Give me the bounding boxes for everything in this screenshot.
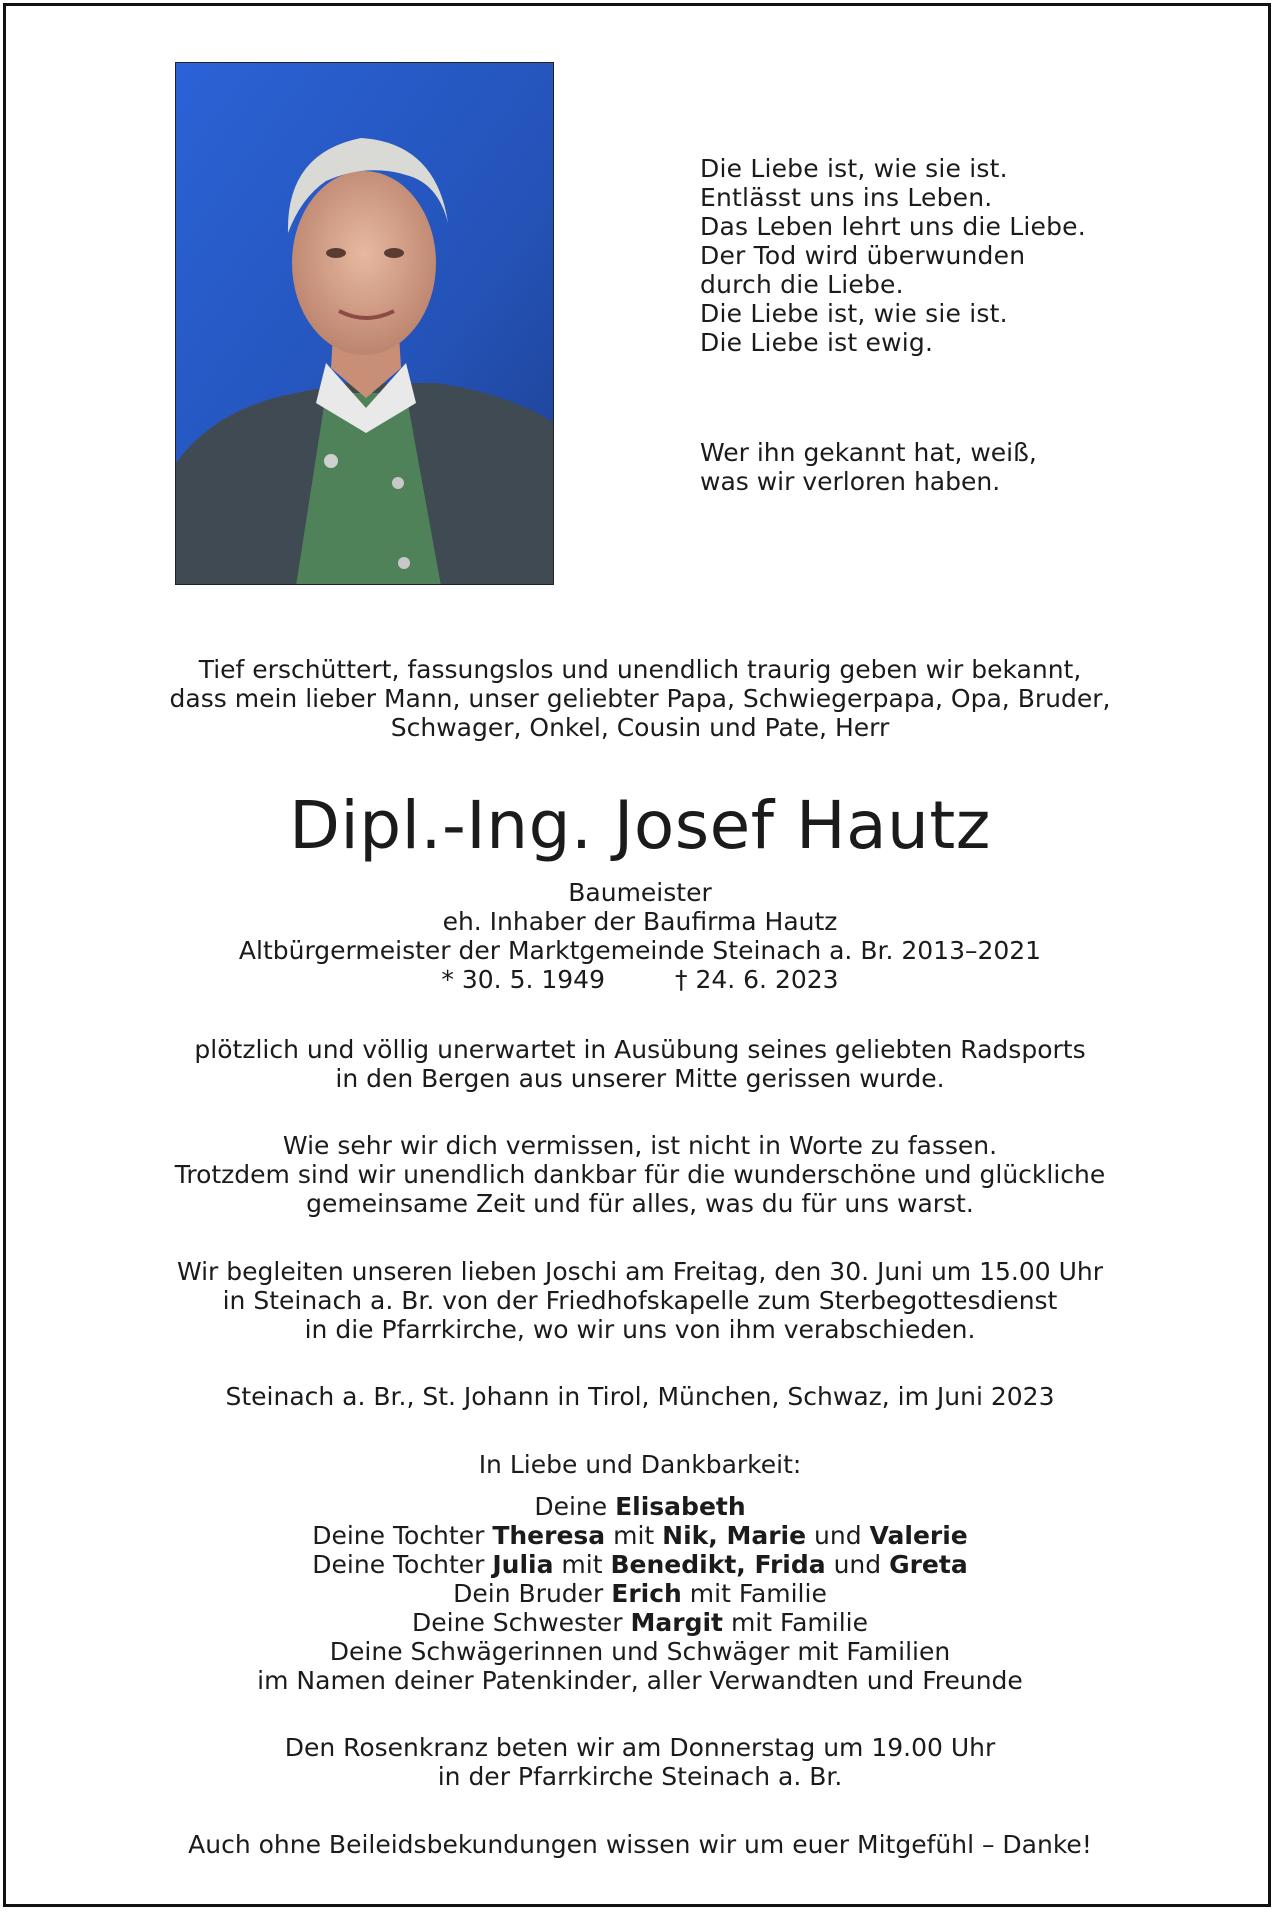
portrait-image bbox=[176, 63, 554, 585]
place-date: Steinach a. Br., St. Johann in Tirol, München, Schwaz, im Juni 2023 bbox=[225, 1382, 1055, 1411]
mourner-text: mit bbox=[553, 1550, 611, 1579]
mourner-name: Julia bbox=[492, 1550, 554, 1579]
poem-line: Entlässt uns ins Leben. bbox=[700, 183, 993, 212]
mourner-line bbox=[0, 1579, 1280, 1608]
mourner-text: Deine bbox=[534, 1492, 616, 1521]
mourner-text: Deine Tochter bbox=[312, 1521, 493, 1550]
poem-line: Die Liebe ist, wie sie ist. bbox=[700, 154, 1008, 183]
mourner-line bbox=[0, 1608, 1280, 1637]
life-dates bbox=[0, 965, 1280, 994]
passing-line: in den Bergen aus unserer Mitte gerissen wurde. bbox=[335, 1064, 945, 1093]
poem-line: Das Leben lehrt uns die Liebe. bbox=[700, 212, 1086, 241]
passing-line: plötzlich und völlig unerwartet in Ausübung seines geliebten Radsports bbox=[194, 1035, 1086, 1064]
death-date: † 24. 6. 2023 bbox=[675, 965, 839, 994]
funeral-text bbox=[0, 1257, 1280, 1344]
missing-line: gemeinsame Zeit und für alles, was du für uns warst. bbox=[306, 1189, 974, 1218]
title-line: eh. Inhaber der Baufirma Hautz bbox=[442, 907, 838, 936]
mourner-text: Dein Bruder bbox=[453, 1579, 612, 1608]
mourner-text: Deine Schwägerinnen und Schwäger mit Familien bbox=[329, 1637, 951, 1666]
deceased-name: Dipl.-Ing. Josef Hautz bbox=[289, 787, 991, 864]
mourner-text: mit Familie bbox=[681, 1579, 827, 1608]
mourner-text: im Namen deiner Patenkinder, aller Verwandten und Freunde bbox=[257, 1666, 1023, 1695]
passing-text bbox=[0, 1035, 1280, 1093]
mourner-text: Deine Tochter bbox=[312, 1550, 493, 1579]
mourner-line bbox=[0, 1550, 1280, 1579]
birth-date: * 30. 5. 1949 bbox=[441, 965, 605, 994]
rosary-text bbox=[0, 1733, 1280, 1791]
mourner-name: Valerie bbox=[869, 1521, 968, 1550]
mourner-name: Greta bbox=[889, 1550, 968, 1579]
intro-line: dass mein lieber Mann, unser geliebter Papa, Schwiegerpapa, Opa, Bruder, bbox=[169, 684, 1111, 713]
mourner-line bbox=[0, 1521, 1280, 1550]
missing-line: Trotzdem sind wir unendlich dankbar für die wunderschöne und glückliche bbox=[174, 1160, 1106, 1189]
intro-line: Tief erschüttert, fassungslos und unendlich traurig geben wir bekannt, bbox=[198, 655, 1082, 684]
closing-thanks: Auch ohne Beileidsbekundungen wissen wir um euer Mitgefühl – Danke! bbox=[188, 1830, 1092, 1859]
poem-line: Die Liebe ist, wie sie ist. bbox=[700, 299, 1008, 328]
mourners-list bbox=[0, 1492, 1280, 1695]
mourner-line bbox=[0, 1637, 1280, 1666]
mourner-name: Nik, Marie bbox=[662, 1521, 807, 1550]
deceased-titles bbox=[0, 878, 1280, 994]
funeral-line: Wir begleiten unseren lieben Joschi am Freitag, den 30. Juni um 15.00 Uhr bbox=[176, 1257, 1104, 1286]
mourner-name: Theresa bbox=[492, 1521, 606, 1550]
mourner-text: und bbox=[806, 1521, 870, 1550]
quote bbox=[700, 438, 1037, 496]
title-line: Altbürgermeister der Marktgemeinde Steinach a. Br. 2013–2021 bbox=[238, 936, 1042, 965]
poem-line: durch die Liebe. bbox=[700, 270, 904, 299]
intro-text bbox=[0, 655, 1280, 742]
mourner-name: Elisabeth bbox=[615, 1492, 746, 1521]
funeral-line: in Steinach a. Br. von der Friedhofskapelle zum Sterbegottesdienst bbox=[222, 1286, 1058, 1315]
love-thanks-heading: In Liebe und Dankbarkeit: bbox=[478, 1450, 802, 1479]
mourner-name: Margit bbox=[630, 1608, 723, 1637]
missing-line: Wie sehr wir dich vermissen, ist nicht in Worte zu fassen. bbox=[282, 1131, 998, 1160]
poem bbox=[700, 154, 1086, 357]
quote-line: Wer ihn gekannt hat, weiß, bbox=[700, 438, 1037, 467]
mourner-line bbox=[0, 1492, 1280, 1521]
missing-text bbox=[0, 1131, 1280, 1218]
funeral-line: in die Pfarrkirche, wo wir uns von ihm verabschieden. bbox=[304, 1315, 976, 1344]
mourner-text: mit bbox=[605, 1521, 663, 1550]
rosary-line: in der Pfarrkirche Steinach a. Br. bbox=[437, 1762, 843, 1791]
mourner-text: und bbox=[825, 1550, 890, 1579]
mourner-name: Benedikt, Frida bbox=[610, 1550, 826, 1579]
mourner-text: mit Familie bbox=[723, 1608, 868, 1637]
poem-line: Der Tod wird überwunden bbox=[700, 241, 1026, 270]
mourner-line bbox=[0, 1666, 1280, 1695]
quote-line: was wir verloren haben. bbox=[700, 467, 1001, 496]
mourner-text: Deine Schwester bbox=[412, 1608, 631, 1637]
poem-line: Die Liebe ist ewig. bbox=[700, 328, 934, 357]
rosary-line: Den Rosenkranz beten wir am Donnerstag um 19.00 Uhr bbox=[284, 1733, 996, 1762]
portrait-photo bbox=[175, 62, 554, 585]
mourner-name: Erich bbox=[611, 1579, 682, 1608]
intro-line: Schwager, Onkel, Cousin und Pate, Herr bbox=[390, 713, 890, 742]
title-line: Baumeister bbox=[568, 878, 712, 907]
